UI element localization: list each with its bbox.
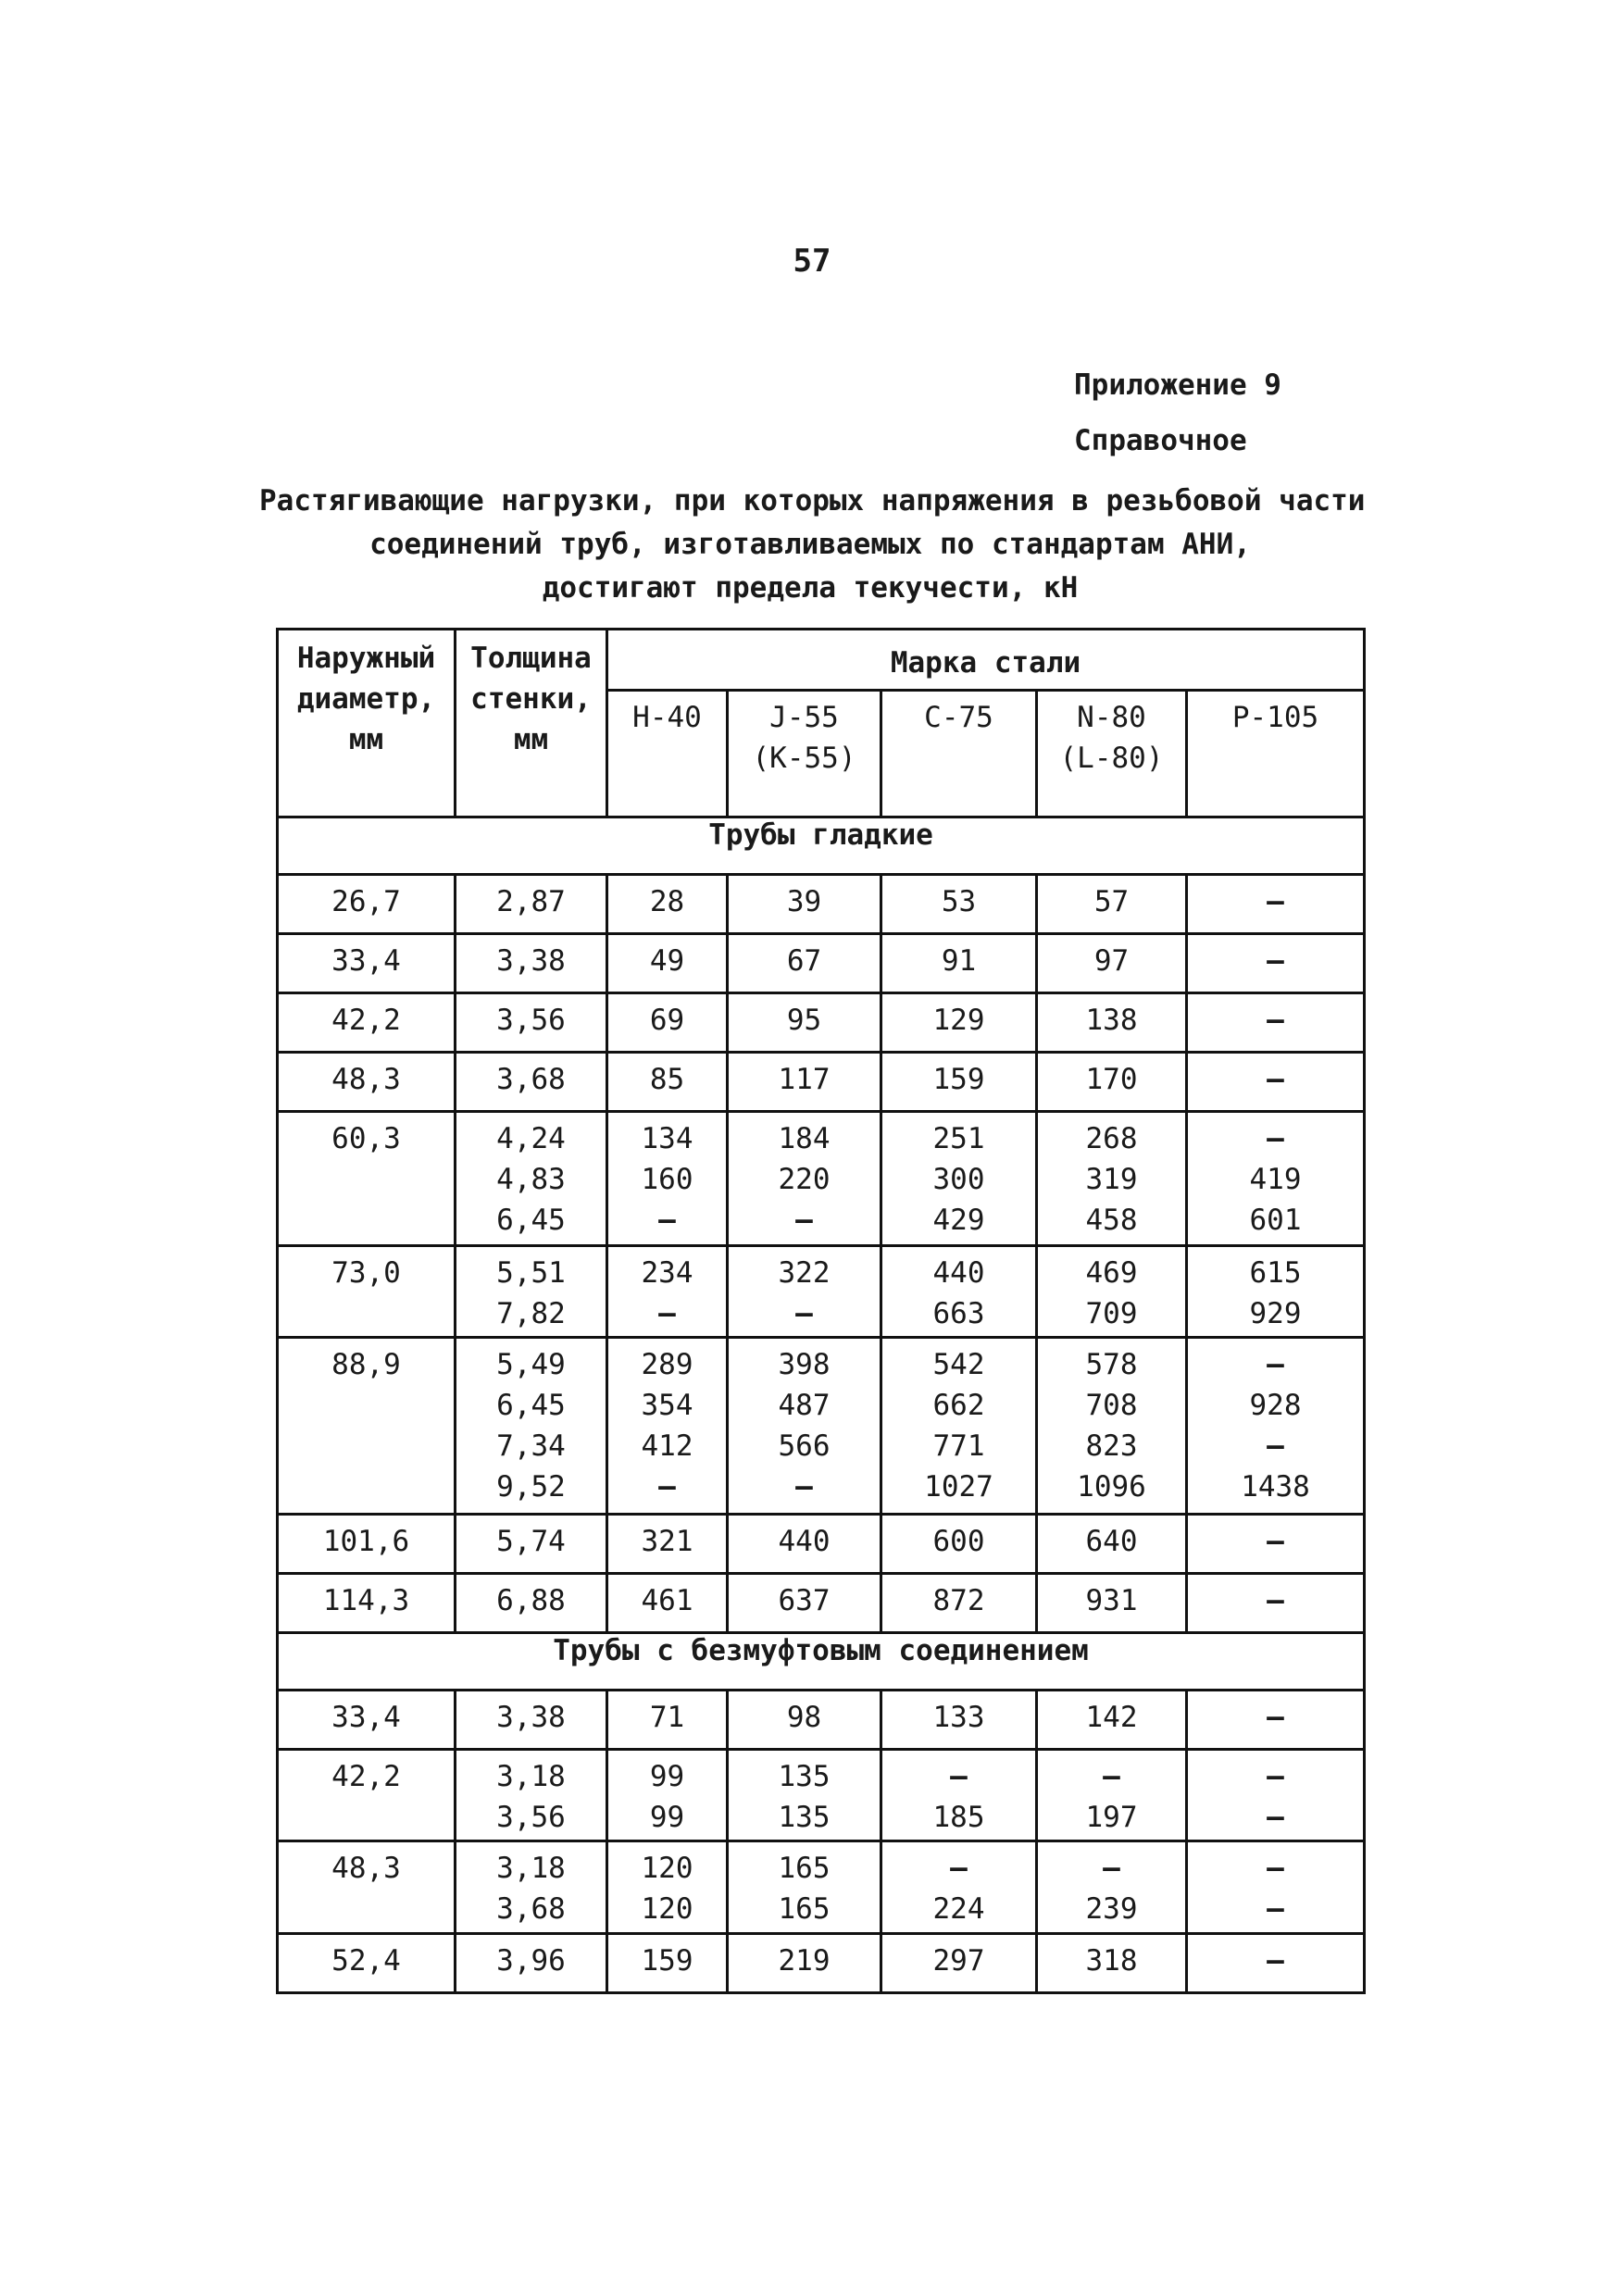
cell-value: 39 bbox=[786, 884, 822, 918]
j55-cell bbox=[728, 992, 881, 1052]
diameter-cell: 26,7 bbox=[278, 874, 456, 933]
cell-value: 3,18 bbox=[496, 1759, 566, 1793]
cell-value: 251 bbox=[932, 1121, 985, 1155]
cell-value: 929 bbox=[1249, 1296, 1302, 1330]
cell-value: – bbox=[1267, 1062, 1284, 1096]
h40-cell bbox=[607, 1573, 728, 1632]
cell-value: 1438 bbox=[1241, 1470, 1310, 1504]
table-row bbox=[278, 1338, 1365, 1514]
c75-cell bbox=[881, 874, 1037, 933]
cell-value: – bbox=[950, 1852, 968, 1886]
j55-cell bbox=[728, 1338, 881, 1514]
cell-value: 931 bbox=[1085, 1583, 1138, 1617]
cell-value: 7,82 bbox=[496, 1296, 566, 1330]
cell-value: 3,56 bbox=[496, 1800, 566, 1834]
header-line: мм bbox=[348, 723, 384, 756]
cell-value: 85 bbox=[649, 1062, 685, 1096]
cell-value: 9,52 bbox=[496, 1470, 566, 1504]
cell-value: – bbox=[1103, 1852, 1120, 1886]
c75-cell bbox=[881, 933, 1037, 992]
cell-value: 458 bbox=[1085, 1203, 1138, 1237]
table-row bbox=[278, 1052, 1365, 1111]
table-row bbox=[278, 1841, 1365, 1934]
cell-value: 5,51 bbox=[496, 1255, 566, 1290]
c75-cell bbox=[881, 1514, 1037, 1573]
table-row bbox=[278, 1514, 1365, 1573]
thickness-cell bbox=[456, 933, 607, 992]
c75-cell bbox=[881, 992, 1037, 1052]
h40-cell bbox=[607, 1052, 728, 1111]
p105-cell bbox=[1187, 874, 1365, 933]
n80-cell bbox=[1037, 1934, 1187, 1993]
cell-value: 67 bbox=[786, 943, 822, 978]
cell-value: 663 bbox=[932, 1296, 985, 1330]
header-steel-grade: Марка стали bbox=[607, 630, 1365, 691]
j55-cell bbox=[728, 1934, 881, 1993]
table-row bbox=[278, 1749, 1365, 1841]
p105-cell bbox=[1187, 1338, 1365, 1514]
p105-cell bbox=[1187, 1245, 1365, 1338]
cell-value: 640 bbox=[1085, 1524, 1138, 1558]
header-outer-diameter bbox=[278, 630, 456, 817]
cell-value: 487 bbox=[778, 1389, 831, 1423]
cell-value: 142 bbox=[1085, 1700, 1138, 1734]
header-grade-j55 bbox=[728, 690, 881, 817]
cell-value: 3,38 bbox=[496, 1700, 566, 1734]
title-line: Растягивающие нагрузки, при которых напряжения в резьбовой части bbox=[259, 484, 1366, 518]
cell-value: – bbox=[1267, 1944, 1284, 1978]
diameter-cell: 42,2 bbox=[278, 992, 456, 1052]
cell-value: 542 bbox=[932, 1348, 985, 1382]
header-line: Н-40 bbox=[632, 700, 702, 734]
n80-cell bbox=[1037, 1573, 1187, 1632]
cell-value: 224 bbox=[932, 1892, 985, 1927]
section-title: Трубы гладкие bbox=[278, 817, 1365, 874]
n80-cell bbox=[1037, 1245, 1187, 1338]
cell-value: 234 bbox=[641, 1255, 693, 1290]
cell-value: 419 bbox=[1249, 1162, 1302, 1196]
appendix-label: Приложение 9 bbox=[1074, 368, 1281, 402]
cell-value: 6,88 bbox=[496, 1583, 566, 1617]
c75-cell bbox=[881, 1749, 1037, 1841]
header-line: Р-105 bbox=[1231, 700, 1319, 734]
c75-cell bbox=[881, 1111, 1037, 1245]
c75-cell bbox=[881, 1690, 1037, 1749]
cell-value: – bbox=[795, 1296, 813, 1330]
cell-value: 170 bbox=[1085, 1062, 1138, 1096]
cell-value: – bbox=[795, 1470, 813, 1504]
cell-value: – bbox=[658, 1470, 676, 1504]
p105-cell bbox=[1187, 1841, 1365, 1934]
cell-value: 297 bbox=[932, 1944, 985, 1978]
thickness-cell bbox=[456, 992, 607, 1052]
cell-value: 319 bbox=[1085, 1162, 1138, 1196]
thickness-cell bbox=[456, 1934, 607, 1993]
thickness-cell bbox=[456, 1111, 607, 1245]
n80-cell bbox=[1037, 992, 1187, 1052]
header-grade-p105 bbox=[1187, 690, 1365, 817]
h40-cell bbox=[607, 1245, 728, 1338]
cell-value: 823 bbox=[1085, 1429, 1138, 1464]
cell-value: 219 bbox=[778, 1944, 831, 1978]
cell-value: – bbox=[950, 1759, 968, 1793]
j55-cell bbox=[728, 1749, 881, 1841]
thickness-cell bbox=[456, 1749, 607, 1841]
diameter-cell: 42,2 bbox=[278, 1749, 456, 1841]
cell-value: 928 bbox=[1249, 1389, 1302, 1423]
n80-cell bbox=[1037, 1690, 1187, 1749]
h40-cell bbox=[607, 1690, 728, 1749]
cell-value: 53 bbox=[941, 884, 977, 918]
cell-value: 300 bbox=[932, 1162, 985, 1196]
diameter-cell: 52,4 bbox=[278, 1934, 456, 1993]
diameter-cell: 101,6 bbox=[278, 1514, 456, 1573]
c75-cell bbox=[881, 1934, 1037, 1993]
cell-value: 3,56 bbox=[496, 1003, 566, 1037]
cell-value: 3,38 bbox=[496, 943, 566, 978]
p105-cell bbox=[1187, 1514, 1365, 1573]
cell-value: – bbox=[1267, 884, 1284, 918]
cell-value: 159 bbox=[932, 1062, 985, 1096]
j55-cell bbox=[728, 1841, 881, 1934]
diameter-cell: 73,0 bbox=[278, 1245, 456, 1338]
j55-cell bbox=[728, 1052, 881, 1111]
n80-cell bbox=[1037, 1749, 1187, 1841]
header-wall-thickness bbox=[456, 630, 607, 817]
p105-cell bbox=[1187, 933, 1365, 992]
cell-value: 440 bbox=[932, 1255, 985, 1290]
header-grade-h40 bbox=[607, 690, 728, 817]
cell-value: 469 bbox=[1085, 1255, 1138, 1290]
p105-cell bbox=[1187, 1690, 1365, 1749]
j55-cell bbox=[728, 874, 881, 933]
cell-value: 268 bbox=[1085, 1121, 1138, 1155]
cell-value: 6,45 bbox=[496, 1389, 566, 1423]
cell-value: 4,24 bbox=[496, 1121, 566, 1155]
header-line: N-80 bbox=[1077, 700, 1146, 734]
cell-value: 69 bbox=[649, 1003, 685, 1037]
cell-value: – bbox=[1267, 1524, 1284, 1558]
section-row bbox=[278, 817, 1365, 874]
cell-value: 220 bbox=[778, 1162, 831, 1196]
cell-value: 412 bbox=[641, 1429, 693, 1464]
h40-cell bbox=[607, 1514, 728, 1573]
cell-value: – bbox=[1267, 1800, 1284, 1834]
p105-cell bbox=[1187, 1052, 1365, 1111]
cell-value: 615 bbox=[1249, 1255, 1302, 1290]
c75-cell bbox=[881, 1338, 1037, 1514]
cell-value: 318 bbox=[1085, 1944, 1138, 1978]
n80-cell bbox=[1037, 933, 1187, 992]
cell-value: – bbox=[1103, 1759, 1120, 1793]
n80-cell bbox=[1037, 1514, 1187, 1573]
c75-cell bbox=[881, 1573, 1037, 1632]
tensile-load-table bbox=[276, 628, 1366, 1994]
cell-value: – bbox=[795, 1203, 813, 1237]
thickness-cell bbox=[456, 1573, 607, 1632]
cell-value: 708 bbox=[1085, 1389, 1138, 1423]
cell-value: 5,74 bbox=[496, 1524, 566, 1558]
j55-cell bbox=[728, 1245, 881, 1338]
section-title: Трубы с безмуфтовым соединением bbox=[278, 1632, 1365, 1690]
cell-value: 133 bbox=[932, 1700, 985, 1734]
cell-value: – bbox=[1267, 1583, 1284, 1617]
h40-cell bbox=[607, 1749, 728, 1841]
j55-cell bbox=[728, 1573, 881, 1632]
cell-value: 600 bbox=[932, 1524, 985, 1558]
cell-value: 3,68 bbox=[496, 1892, 566, 1927]
cell-value: 566 bbox=[778, 1429, 831, 1464]
h40-cell bbox=[607, 1841, 728, 1934]
cell-value: 872 bbox=[932, 1583, 985, 1617]
cell-value: – bbox=[1267, 1852, 1284, 1886]
cell-value: 95 bbox=[786, 1003, 822, 1037]
j55-cell bbox=[728, 1514, 881, 1573]
h40-cell bbox=[607, 1338, 728, 1514]
cell-value: 461 bbox=[641, 1583, 693, 1617]
cell-value: 138 bbox=[1085, 1003, 1138, 1037]
cell-value: 637 bbox=[778, 1583, 831, 1617]
cell-value: 57 bbox=[1093, 884, 1130, 918]
cell-value: 4,83 bbox=[496, 1162, 566, 1196]
header-line: (L-80) bbox=[1059, 741, 1164, 775]
cell-value: 98 bbox=[786, 1700, 822, 1734]
cell-value: 165 bbox=[778, 1852, 831, 1886]
cell-value: 120 bbox=[641, 1892, 693, 1927]
p105-cell bbox=[1187, 1934, 1365, 1993]
cell-value: 578 bbox=[1085, 1348, 1138, 1382]
cell-value: 97 bbox=[1093, 943, 1130, 978]
header-grade-c75 bbox=[881, 690, 1037, 817]
cell-value: 2,87 bbox=[496, 884, 566, 918]
n80-cell bbox=[1037, 1841, 1187, 1934]
cell-value: 135 bbox=[778, 1759, 831, 1793]
cell-value: 1027 bbox=[924, 1470, 993, 1504]
cell-value: 185 bbox=[932, 1800, 985, 1834]
cell-value: 3,18 bbox=[496, 1852, 566, 1886]
section-row bbox=[278, 1632, 1365, 1690]
cell-value: – bbox=[1267, 1429, 1284, 1464]
cell-value: 117 bbox=[778, 1062, 831, 1096]
cell-value: 159 bbox=[641, 1944, 693, 1978]
table-row bbox=[278, 1934, 1365, 1993]
cell-value: 28 bbox=[649, 884, 685, 918]
cell-value: 99 bbox=[649, 1800, 685, 1834]
cell-value: 134 bbox=[641, 1121, 693, 1155]
cell-value: 197 bbox=[1085, 1800, 1138, 1834]
diameter-cell: 114,3 bbox=[278, 1573, 456, 1632]
diameter-cell: 33,4 bbox=[278, 933, 456, 992]
h40-cell bbox=[607, 874, 728, 933]
diameter-cell: 48,3 bbox=[278, 1052, 456, 1111]
page-number: 57 bbox=[793, 243, 831, 280]
p105-cell bbox=[1187, 1749, 1365, 1841]
c75-cell bbox=[881, 1245, 1037, 1338]
cell-value: 322 bbox=[778, 1255, 831, 1290]
header-line: диаметр, bbox=[296, 682, 436, 716]
cell-value: 165 bbox=[778, 1892, 831, 1927]
j55-cell bbox=[728, 1111, 881, 1245]
c75-cell bbox=[881, 1841, 1037, 1934]
table-row bbox=[278, 1111, 1365, 1245]
diameter-cell: 33,4 bbox=[278, 1690, 456, 1749]
header-line: Наружный bbox=[296, 642, 436, 675]
header-line: J-55 bbox=[769, 700, 839, 734]
cell-value: 1096 bbox=[1077, 1470, 1146, 1504]
cell-value: – bbox=[1267, 1759, 1284, 1793]
reference-label: Справочное bbox=[1074, 424, 1247, 457]
cell-value: 135 bbox=[778, 1800, 831, 1834]
n80-cell bbox=[1037, 1052, 1187, 1111]
cell-value: – bbox=[1267, 943, 1284, 978]
cell-value: 429 bbox=[932, 1203, 985, 1237]
cell-value: – bbox=[658, 1296, 676, 1330]
h40-cell bbox=[607, 1111, 728, 1245]
thickness-cell bbox=[456, 874, 607, 933]
cell-value: 6,45 bbox=[496, 1203, 566, 1237]
cell-value: 289 bbox=[641, 1348, 693, 1382]
title-line: соединений труб, изготавливаемых по стандартам АНИ, bbox=[369, 528, 1251, 561]
diameter-cell: 48,3 bbox=[278, 1841, 456, 1934]
table-row bbox=[278, 992, 1365, 1052]
header-grade-n80 bbox=[1037, 690, 1187, 817]
table-row bbox=[278, 1690, 1365, 1749]
h40-cell bbox=[607, 1934, 728, 1993]
thickness-cell bbox=[456, 1514, 607, 1573]
header-line: Толщина bbox=[470, 642, 592, 675]
p105-cell bbox=[1187, 1111, 1365, 1245]
cell-value: 239 bbox=[1085, 1892, 1138, 1927]
document-title bbox=[259, 480, 1366, 610]
header-line: С-75 bbox=[924, 700, 993, 734]
header-line: стенки, bbox=[470, 682, 592, 716]
cell-value: – bbox=[1267, 1892, 1284, 1927]
n80-cell bbox=[1037, 1111, 1187, 1245]
cell-value: 771 bbox=[932, 1429, 985, 1464]
table-row bbox=[278, 874, 1365, 933]
cell-value: 7,34 bbox=[496, 1429, 566, 1464]
cell-value: – bbox=[658, 1203, 676, 1237]
h40-cell bbox=[607, 933, 728, 992]
p105-cell bbox=[1187, 1573, 1365, 1632]
table-row bbox=[278, 933, 1365, 992]
j55-cell bbox=[728, 933, 881, 992]
cell-value: – bbox=[1267, 1121, 1284, 1155]
header-line: (К-55) bbox=[752, 741, 856, 775]
c75-cell bbox=[881, 1052, 1037, 1111]
cell-value: 3,68 bbox=[496, 1062, 566, 1096]
cell-value: 49 bbox=[649, 943, 685, 978]
cell-value: – bbox=[1267, 1700, 1284, 1734]
diameter-cell: 60,3 bbox=[278, 1111, 456, 1245]
cell-value: 160 bbox=[641, 1162, 693, 1196]
n80-cell bbox=[1037, 874, 1187, 933]
table-row bbox=[278, 1245, 1365, 1338]
cell-value: 440 bbox=[778, 1524, 831, 1558]
cell-value: 709 bbox=[1085, 1296, 1138, 1330]
p105-cell bbox=[1187, 992, 1365, 1052]
thickness-cell bbox=[456, 1052, 607, 1111]
cell-value: 3,96 bbox=[496, 1944, 566, 1978]
cell-value: 354 bbox=[641, 1389, 693, 1423]
cell-value: 91 bbox=[941, 943, 977, 978]
table-row bbox=[278, 1573, 1365, 1632]
n80-cell bbox=[1037, 1338, 1187, 1514]
diameter-cell: 88,9 bbox=[278, 1338, 456, 1514]
thickness-cell bbox=[456, 1245, 607, 1338]
cell-value: 321 bbox=[641, 1524, 693, 1558]
thickness-cell bbox=[456, 1841, 607, 1934]
cell-value: – bbox=[1267, 1348, 1284, 1382]
cell-value: 184 bbox=[778, 1121, 831, 1155]
cell-value: 5,49 bbox=[496, 1348, 566, 1382]
cell-value: 129 bbox=[932, 1003, 985, 1037]
cell-value: 71 bbox=[649, 1700, 685, 1734]
j55-cell bbox=[728, 1690, 881, 1749]
thickness-cell bbox=[456, 1690, 607, 1749]
cell-value: 99 bbox=[649, 1759, 685, 1793]
cell-value: 601 bbox=[1249, 1203, 1302, 1237]
cell-value: 398 bbox=[778, 1348, 831, 1382]
title-line: достигают предела текучести, кН bbox=[542, 571, 1079, 605]
thickness-cell bbox=[456, 1338, 607, 1514]
cell-value: 662 bbox=[932, 1389, 985, 1423]
header-line: мм bbox=[513, 723, 549, 756]
cell-value: 120 bbox=[641, 1852, 693, 1886]
h40-cell bbox=[607, 992, 728, 1052]
cell-value: – bbox=[1267, 1003, 1284, 1037]
